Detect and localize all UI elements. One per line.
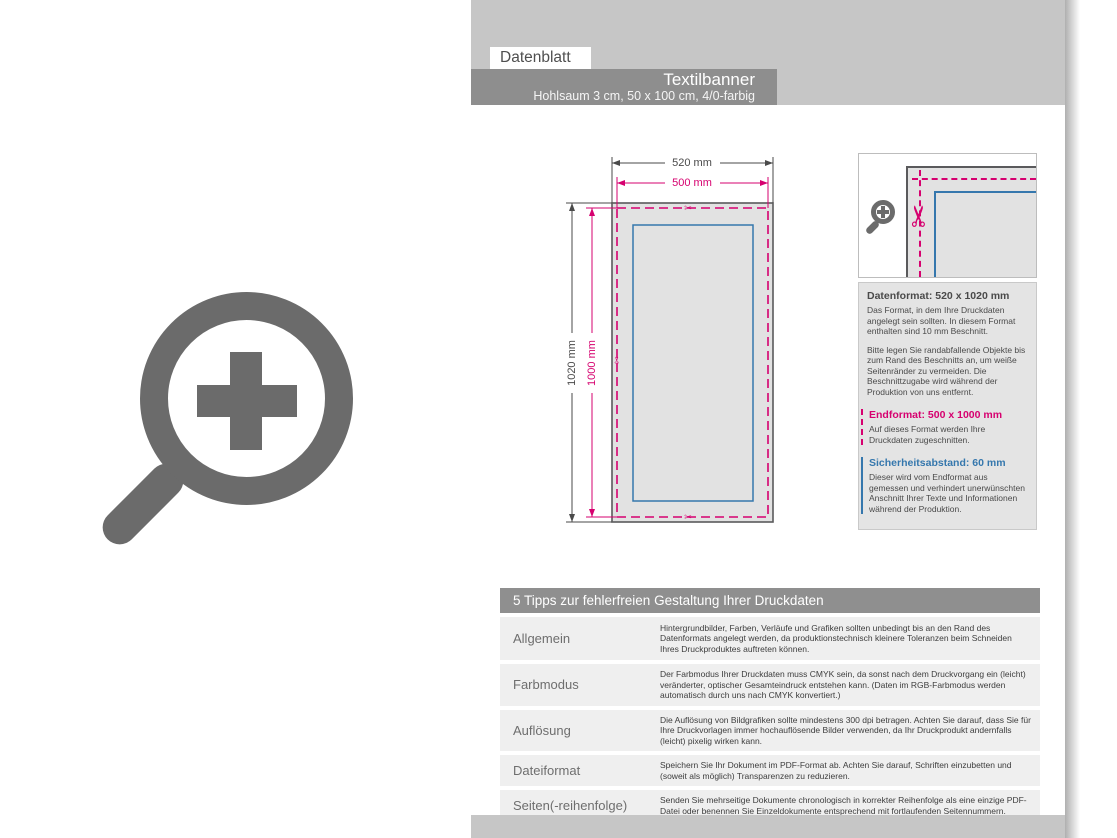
zoom-plus-shape [881,206,885,218]
sicherheitsabstand-title: Sicherheitsabstand: 60 mm [869,457,1006,469]
table-row [500,617,1040,660]
datenformat-section [867,290,1028,397]
tip-text: Senden Sie mehrseitige Dokumente chronologisch in korrekter Reihenfolge als eine einzige PDF-Datei oder benennen Sie Einzeldokumente entsprechend mit fortlaufenden Seitennummern. [660,795,1027,816]
thumb-safety-line [934,191,1036,193]
tip-label-allgemein: Allgemein [513,631,571,646]
arrow-up [589,208,595,216]
dim-label-1000: 1000 mm [586,340,598,386]
thumb-endformat-line [912,178,1036,180]
sicherheitsabstand-text: Dieser wird vom Endformat aus gemessen und verhindert unerwünschten Anschnitt Ihrer Texte und Informationen während der Produktion. [869,472,1025,514]
product-subtitle: Hohlsaum 3 cm, 50 x 100 cm, 4/0-farbig [533,89,755,103]
tip-text: Der Farbmodus Ihrer Druckdaten muss CMYK sein, da sonst nach dem Druckvorgang ein (leicht) veränderter, optischer Gesamteindruck entstehen kann. (Daten im RGB-Farbmodus werden automatisch durch uns nach CMYK konvertiert.) [660,669,1026,700]
banner-format-diagram [555,148,795,538]
endformat-section [861,409,1028,445]
table-row [500,710,1040,752]
product-title: Textilbanner [663,70,755,89]
datenformat-text: Das Format, in dem Ihre Druckdaten angelegt sein sollten. In diesem Format enthalten sind 10 mm Beschnitt. [867,305,1016,336]
dim-label-1020: 1020 mm [566,340,578,386]
scissors-icon: ✂ [904,203,936,229]
zoom-in-icon [869,198,905,242]
dim-label-500: 500 mm [672,177,712,189]
endformat-title: Endformat: 500 x 1000 mm [869,409,1003,421]
arrow-down [569,514,575,522]
arrow-right [765,160,773,166]
sheet-label: Datenblatt [490,47,591,69]
page-footer-band [471,815,1065,838]
corner-detail-thumbnail [858,153,1037,278]
arrow-left [612,160,620,166]
dim-label-520: 520 mm [672,157,712,169]
tip-text: Hintergrundbilder, Farben, Verläufe und Grafiken sollten unbedingt bis an den Rand des Datenformats angelegt werden, da produktionstechnisch kleinere Toleranzen beim Schneiden Ihres Druckproduktes auftreten können. [660,622,1012,654]
page-shadow [1065,0,1080,838]
tip-label-seitenreihenfolge: Seiten(-reihenfolge) [513,798,628,813]
tip-label-dateiformat: Dateiformat [513,763,581,778]
arrow-down [589,509,595,517]
tip-label-farbmodus: Farbmodus [513,677,579,693]
arrow-left [617,180,625,186]
table-row [500,664,1040,706]
scissors-icon: ✂ [684,203,692,213]
tip-label-aufloesung: Auflösung [513,722,571,738]
scissors-icon: ✂ [684,512,692,522]
datenformat-rect [612,203,773,522]
table-row [500,755,1040,786]
format-info-panel [858,282,1037,530]
tips-header: 5 Tipps zur fehlerfreien Gestaltung Ihrer Druckdaten [500,588,1040,613]
tip-text: Speichern Sie Ihr Dokument im PDF-Format ab. Achten Sie darauf, Schriften einzubetten und (soweit als möglich) Transparenzen zu reduzieren. [660,760,1012,781]
datenformat-text: Bitte legen Sie randabfallende Objekte bis zum Rand des Beschnitts an, um weiße Seitenränder zu vermeiden. Die Beschnittzugabe wird während der Produktion von uns entfernt. [867,344,1026,397]
arrow-up [569,203,575,211]
product-header-band [471,69,777,105]
datenformat-title: Datenformat: 520 x 1020 mm [867,290,1010,302]
scissors-icon: ✂ [612,356,622,364]
arrow-right [760,180,768,186]
tips-table [500,617,1040,825]
sicherheitsabstand-section [861,457,1028,514]
zoom-plus-shape [230,352,262,450]
endformat-text: Auf dieses Format werden Ihre Druckdaten zugeschnitten. [869,424,986,445]
zoom-in-icon[interactable] [140,292,353,547]
tip-text: Die Auflösung von Bildgrafiken sollte mindestens 300 dpi betragen. Achten Sie darauf, dass Sie für Ihre Druckvorlagen immer hochauflösende Bilder verwenden, da Ihr Druckprodukt andernfalls (leicht) pixelig wirken kann. [660,714,1031,746]
